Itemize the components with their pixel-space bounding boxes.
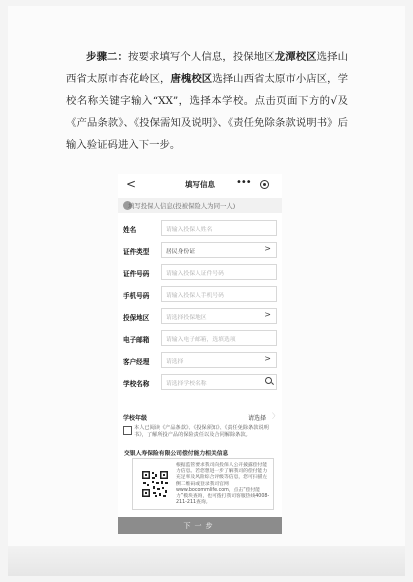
field-label: 学校名称 <box>123 380 150 388</box>
field-label: 投保地区 <box>123 314 150 322</box>
search-field[interactable] <box>161 374 277 390</box>
field-value: 请选择学校名称 <box>166 381 207 387</box>
instruction-text-2: 选择山西省太原市杏花岭区， <box>66 51 349 85</box>
form-row <box>118 261 282 283</box>
input-field[interactable] <box>161 264 277 280</box>
solvency-info-box <box>132 458 274 510</box>
field-value: 请输入投保人姓名 <box>166 227 213 233</box>
search-icon[interactable] <box>265 377 272 384</box>
campus-tanghuai: 唐槐校区 <box>170 73 213 85</box>
field-value: 请输入投保人手机号码 <box>166 293 224 299</box>
form-row <box>118 305 282 327</box>
section-header <box>118 198 282 213</box>
next-button[interactable] <box>118 517 282 534</box>
grade-label: 学校年级 <box>123 415 148 422</box>
form-row <box>118 239 282 261</box>
chevron-right-icon: > <box>264 244 271 253</box>
nav-bar <box>118 174 282 196</box>
instruction-text-3: 选择山西省太原市小店区，学校名称关键字输入“XX”，选择本学校。点击页面下方的√及《产品条款》、《投保需知及说明》、《责任免除条款说明书》后输入验证码进入下一步。 <box>66 73 349 151</box>
field-value: 请输入电子邮箱，选填选项 <box>166 337 236 343</box>
chevron-right-icon: > <box>264 310 271 319</box>
agreement-text: 本人已阅读《产品条款》、《投保须知》、《责任免除条款说明书》，了解所投产品的保险责任以及合同解除条款。 <box>134 425 269 438</box>
form-row <box>118 371 282 393</box>
field-label: 姓名 <box>123 226 137 234</box>
field-value: 请选择 <box>166 359 184 365</box>
company-title: 交银人寿保险有限公司偿付能力相关信息 <box>124 451 229 457</box>
form-row <box>118 283 282 305</box>
form-row <box>118 349 282 371</box>
select-field[interactable] <box>161 308 277 324</box>
input-field[interactable] <box>161 220 277 236</box>
input-field[interactable] <box>161 330 277 346</box>
field-label: 客户经理 <box>123 358 150 366</box>
chevron-right-icon: > <box>264 354 271 363</box>
page-title: 填写信息 <box>185 180 215 189</box>
field-label: 证件类型 <box>123 248 150 256</box>
back-icon[interactable]: < <box>126 177 137 191</box>
target-icon[interactable] <box>260 180 269 189</box>
page-bottom-shadow <box>8 546 405 576</box>
solvency-info-text: 根据监管要求我司向投保人公开披露偿付能力信息。若您想进一步了解我司的偿付能力充足率及风险综合评级等信息，您可扫描左侧二维码或登录我司官网 www.bocommlife.com，点击“偿付能力”模块查询，也可拨打我司客服热线4008-211-211查询。 <box>176 463 270 506</box>
field-label: 电子邮箱 <box>123 336 150 344</box>
field-label: 证件号码 <box>123 270 150 278</box>
agreement-row <box>118 422 282 448</box>
more-icon[interactable]: ••• <box>236 177 251 188</box>
qr-code-icon <box>141 470 169 498</box>
step-label: 步骤二： <box>86 51 129 63</box>
form-row <box>118 327 282 349</box>
chevron-right-icon: 〉 <box>272 412 279 420</box>
section-label: 填写投保人信息(投被保险人为同一人) <box>128 202 236 210</box>
instruction-paragraph <box>66 46 348 156</box>
instruction-text-1: 按要求填写个人信息，投保地区 <box>128 51 275 63</box>
agree-checkbox[interactable] <box>123 426 132 435</box>
select-field[interactable] <box>161 242 277 258</box>
grade-select-value[interactable]: 请选择 <box>248 415 267 422</box>
form-row <box>118 217 282 239</box>
campus-longtan: 龙潭校区 <box>274 51 317 63</box>
field-label: 手机号码 <box>123 292 150 300</box>
select-field[interactable] <box>161 352 277 368</box>
field-value: 居民身份证 <box>166 249 195 255</box>
input-field[interactable] <box>161 286 277 302</box>
phone-screenshot <box>118 174 282 534</box>
next-button-label: 下一步 <box>183 522 217 530</box>
field-value: 请选择投保地区 <box>166 315 207 321</box>
field-value: 请输入投保人证件号码 <box>166 271 224 277</box>
